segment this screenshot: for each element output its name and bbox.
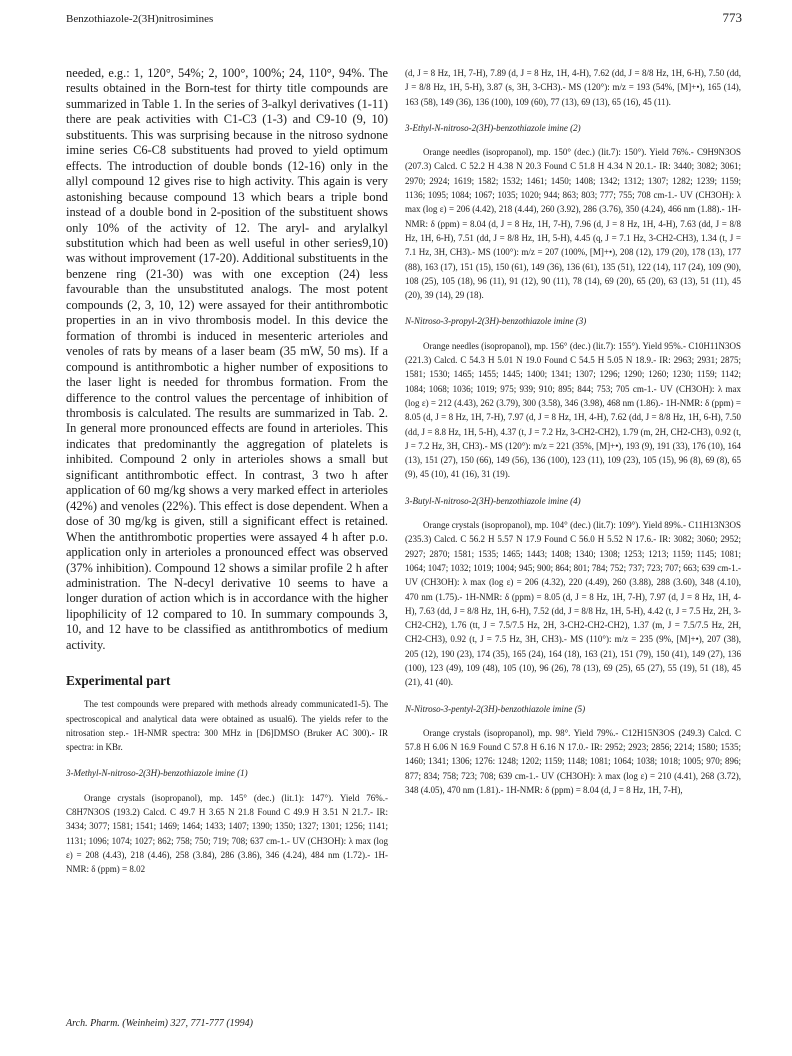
- compound-2-data: Orange needles (isopropanol), mp. 150° (dec.) (lit.7): 150°). Yield 76%.- C9H9N3OS (207.3) Calcd. C 52.2 H 4.38 N 20.3 Found C 51.8 H 4.34 N 20.1.- IR: 3440; 3082; 3061; 2970; 2924; 1619; 1582; 1532; 1461; 1450; 1408; 1342; 1312; 1307; 1282; 1239; 1159; 1136; 1095; 1084; 1067; 1035; 1020; 944; 863; 803; 777; 755; 708 cm-1.- UV (CH3OH): λ max (log ε) = 206 (4.42), 218 (4.44), 260 (3.92), 286 (3.76), 350 (4.24), 466 nm (1.88).- 1H-NMR: δ (ppm) = 8.04 (d, J = 8 Hz, 1H, 7-H), 7.96 (d, J = 8 Hz, 1H, 4-H), 7.63 (dd, J = 8/8 Hz, 1H, 6-H), 7.51 (dd, J = 8/8 Hz, 1H, 5-H), 4.45 (q, J = 7.1 Hz, 3-CH2-CH3), 1.34 (t, J = 7.1 Hz, 3H, CH3).- MS (100°): m/z = 207 (100%, [M]+•), 208 (12), 179 (20), 178 (13), 177 (88), 163 (17), 151 (15), 150 (61), 149 (36), 136 (61), 135 (51), 122 (14), 117 (24), 109 (90), 108 (25), 105 (18), 96 (11), 91 (12), 90 (11), 78 (14), 69 (20), 65 (20), 63 (13), 51 (11), 45 (20), 39 (14), 29 (18).: [405, 147, 741, 301]
- compound-1-data: Orange crystals (isopropanol), mp. 145° (dec.) (lit.1): 147°). Yield 76%.- C8H7N3OS (193.2) Calcd. C 49.7 H 3.65 N 21.8 Found C 49.9 H 3.51 N 21.7.- IR: 3434; 3077; 1581; 1541; 1469; 1464; 1433; 1407; 1390; 1350; 1327; 1301; 1256; 1141; 1131; 1096; 1074; 1027; 862; 758; 750; 719; 708; 637 cm-1.- UV (CH3OH): λ max (log ε) = 208 (4.43), 218 (4.46), 258 (3.84), 286 (3.86), 346 (4.24), 484 nm (1.72).- 1H-NMR: δ (ppm) = 8.02: [66, 792, 388, 875]
- compound-5-data: Orange crystals (isopropanol), mp. 98°. Yield 79%.- C12H15N3OS (249.3) Calcd. C 57.8 H 6.06 N 16.9 Found C 57.8 H 6.16 N 17.0.- IR: 2952; 2923; 2856; 2214; 1580; 1535; 1460; 1341; 1306; 1276: 1248; 1202; 1159; 1148; 1081; 1064; 1038; 1018; 1005; 970; 896; 877; 834; 758; 723; 708; 639 cm-1.- UV (CH3OH): λ max (log ε) = 210 (4.41), 268 (3.72), 348 (4.05), 470 nm (1.81).- 1H-NMR: δ (ppm) = 8.04 (d, J = 8 Hz, 1H, 7-H),: [405, 727, 741, 796]
- compound-4-title: 3-Butyl-N-nitroso-2(3H)-benzothiazole imine (4): [405, 495, 581, 506]
- journal-citation: Arch. Pharm. (Weinheim) 327, 771-777 (1994): [66, 1018, 254, 1029]
- compound-5-title: N-Nitroso-3-pentyl-2(3H)-benzothiazole imine (5): [405, 703, 586, 714]
- left-column: [66, 66, 388, 876]
- compound-4-data: Orange crystals (isopropanol), mp. 104° (dec.) (lit.7): 109°). Yield 89%.- C11H13N3OS (235.3) Calcd. C 56.2 H 5.57 N 17.9 Found C 56.0 H 5.52 N 17.6.- IR: 3082; 3060; 2952; 2927; 2870; 1581; 1535; 1465; 1443; 1408; 1340; 1308; 1253; 1213; 1159; 1145; 1081; 1064; 1047; 1032; 1019; 1004; 945; 900; 864; 801; 784; 752; 737; 723; 707; 663; 639 cm-1.- UV (CH3OH): λ max (log ε) = 206 (4.32), 220 (4.49), 260 (3.88), 288 (3.60), 348 (4.10), 470 nm (1.75).- 1H-NMR: δ (ppm) = 8.05 (d, J = 8 Hz, 1H, 7-H), 7.97 (d, J = 8 Hz, 1H, 4-H), 7.63 (dd, J = 8/8 Hz, 1H, 6-H), 7.52 (dd, J = 8/8 Hz, 1H, 5-H), 4.42 (t, J = 7.5 Hz, 2H, 3-CH2-CH2), 1.76 (tt, J = 7.5/7.5 Hz, 2H, 3-CH2-CH2-CH2), 1.37 (m, J = 7.5/7.5 Hz, 2H, CH2-CH3), 0.92 (t, J = 7.5 Hz, 3H, CH3).- MS (110°): m/z = 235 (9%, [M]+•), 207 (38), 205 (12), 190 (23), 174 (35), 165 (24), 164 (18), 163 (21), 151 (79), 150 (41), 149 (27), 136 (100), 123 (49), 109 (48), 105 (10), 96 (26), 78 (13), 69 (25), 65 (27), 55 (19), 51 (18), 45 (21), 41 (40).: [405, 520, 741, 688]
- running-title: Benzothiazole-2(3H)nitrosimines: [66, 13, 214, 25]
- compound-2-title: 3-Ethyl-N-nitroso-2(3H)-benzothiazole imine (2): [405, 122, 581, 133]
- right-column: [405, 66, 741, 797]
- compound-3-title: N-Nitroso-3-propyl-2(3H)-benzothiazole imine (3): [405, 316, 587, 327]
- experimental-heading: Experimental part: [66, 673, 171, 689]
- compound-3-data: Orange needles (isopropanol), mp. 156° (dec.) (lit.7): 155°). Yield 95%.- C10H11N3OS (221.3) Calcd. C 54.3 H 5.01 N 19.0 Found C 54.5 H 5.05 N 18.9.- IR: 2963; 2931; 2875; 1581; 1530; 1465; 1455; 1445; 1400; 1341; 1307; 1296; 1290; 1260; 1230; 1159; 1142; 1084; 1068; 1036; 1019; 975; 939; 910; 895; 844; 753; 705 cm-1.- UV (CH3OH): λ max (log ε) = 212 (4.43), 262 (3.79), 300 (3.58), 346 (3.98), 468 nm (1.86).- 1H-NMR: δ (ppm) = 8.05 (d, J = 8 Hz, 1H, 7-H), 7.97 (d, J = 8 Hz, 1H, 4-H), 7.62 (dd, J = 8/8 Hz, 1H, 6-H), 7.50 (dd, J = 8.8 Hz, 1H, 5-H), 4.37 (t, J = 7.2 Hz, 3-CH2-CH2), 1.79 (m, 2H, CH2-CH3), 0.92 (t, J = 7.2 Hz, 3H, CH3).- MS (120°): m/z = 221 (35%, [M]+•), 193 (9), 191 (33), 176 (10), 164 (13), 151 (27), 150 (66), 149 (56), 136 (100), 123 (11), 109 (23), 105 (15), 96 (8), 69 (8), 65 (9), 45 (10), 41 (16), 31 (19).: [405, 340, 741, 480]
- results-paragraph: needed, e.g.: 1, 120°, 54%; 2, 100°, 100%; 24, 110°, 94%. The results obtained in the Born-test for thirty title compounds are summarized in Table 1. In the series of 3-alkyl derivatives (1-11) there are peak activities with C1-C3 (1-3) and C9-10 (9, 10) substituents. This was surprising because in the nitroso sydnone imine series C6-C8 substituents had proved to yield optimum effects. The introduction of double bonds (12-16) only in the allyl compound 12 gives rise to high activity. This again is very astonishing because compound 13 which bears a triple bond instead of a double bond in 2-position of the substituent shows only 10% of the activity of 12. The aryl- and arylalkyl substitution which had been as well useful in other series9,10) was without improvement (17-20). Additional substituents in the benzene ring (21-30) was with one exception (24) less favourable than the unsubstituted analogs. The most potent compounds (2, 3, 10, 12) were assayed for their antithrombotic properties in an in vivo thrombosis model. In this device the formation of thrombi is induced in mesenteric arterioles and venoles of rats by means of a laser beam (35 mW, 50 ms). If a compound is antithrombotic a higher number of expositions to the laser light is needed for thrombus formation. From the difference to the control values the percentage of inhibition of thrombosis is calculated. The results are summarized in Tab. 2. In general more pronounced effects are found in arterioles. This indicates that predominantly the aggregation of platelets is inhibited. Compound 2 only in arterioles shows a small but significant antithrombotic effect. In contrast, 3 two h after application of 60 mg/kg shows a very marked effect in arterioles (42%) and venoles (22%). This effect is dose dependent. When a dose of 30 mg/kg is given, still a significant effect is retained. When the antithrombotic properties were assayed 4 h after p.o. application only in arterioles a pronounced effect was observed (37% inhibition). Compound 12 shows a similar profile 2 h after administration. The N-decyl derivative 10 seems to have a longer duration of action which is in accordance with the higher lipophilicity of 12 compared to 10. In summary compounds 3, 10, and 12 have to be classified as antithrombotics of medium activity.: [66, 66, 388, 652]
- experimental-intro: The test compounds were prepared with methods already communicated1-5). The spectroscopical and analytical data were obtained as usual6). The yields refer to the nitrosation step.- 1H-NMR spectra: 300 MHz in [D6]DMSO (Bruker AC 300).- IR spectra: in KBr.: [66, 699, 388, 753]
- compound-1-data-continued: (d, J = 8 Hz, 1H, 7-H), 7.89 (d, J = 8 Hz, 1H, 4-H), 7.62 (dd, J = 8/8 Hz, 1H, 6-H), 7.50 (dd, J = 8/8 Hz, 1H, 5-H), 3.87 (s, 3H, 3-CH3).- MS (120°): m/z = 193 (54%, [M]+•), 165 (14), 163 (58), 149 (36), 136 (100), 109 (60), 77 (13), 69 (13), 65 (16), 45 (11).: [405, 68, 741, 107]
- compound-1-title: 3-Methyl-N-nitroso-2(3H)-benzothiazole imine (1): [66, 768, 248, 779]
- page-number: 773: [722, 10, 742, 25]
